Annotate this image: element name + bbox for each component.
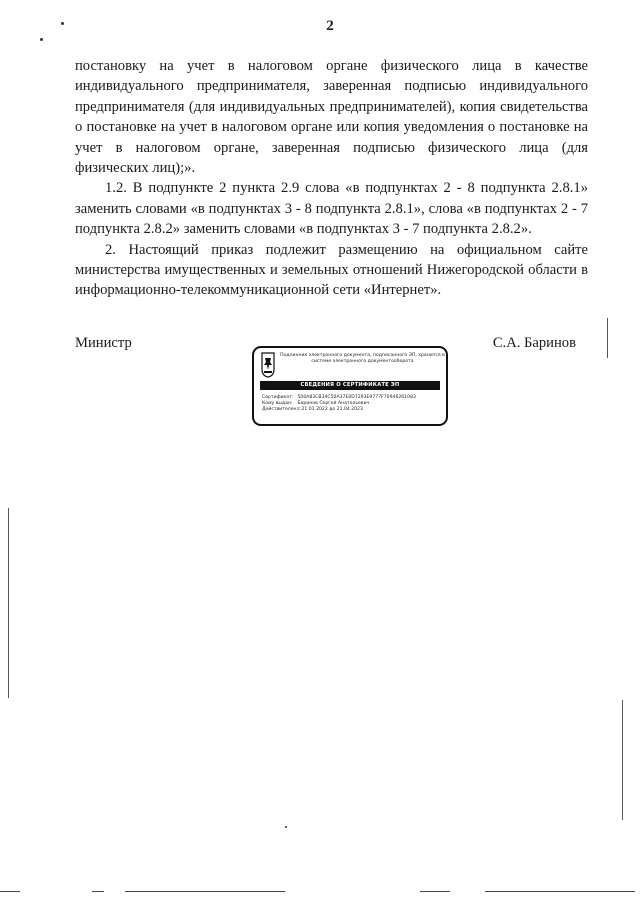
scan-edge-mark	[622, 700, 623, 820]
scan-speck	[40, 38, 43, 41]
scan-speck	[285, 826, 287, 828]
scan-speck	[61, 22, 64, 25]
validity-value: с 21.01.2022 до 21.04.2023	[297, 407, 363, 413]
certificate-details	[262, 395, 416, 414]
scan-bottom-mark	[92, 891, 104, 892]
page-number: 2	[326, 18, 334, 34]
paragraph-2: 2. Настоящий приказ подлежит размещению на официальном сайте министерства имущественных и земельных отношений Нижегородской области в информационно-телекоммуникационной сети «Интернет».	[75, 241, 588, 299]
issued-to-value: Баринов Сергей Анатольевич	[297, 401, 370, 407]
scan-bottom-mark	[485, 891, 635, 892]
paragraph-1-2: 1.2. В подпункте 2 пункта 2.9 слова «в подпунктах 2 - 8 подпункта 2.8.1» заменить словами «в подпунктах 3 - 8 подпункта 2.8.1», слова «в подпунктах 2 - 7 подпункта 2.8.2» заменить словами «в подпунктах 3 - 7 подпункта 2.8.2».	[75, 180, 588, 238]
stamp-title: СВЕДЕНИЯ О СЕРТИФИКАТЕ ЭП	[260, 381, 440, 390]
scan-bottom-mark	[0, 891, 20, 892]
stamp-header-text: Подлинник электронного документа, подписанного ЭП, хранится в системе электронного документооборота	[280, 353, 445, 364]
signatory-position: Министр	[75, 335, 132, 351]
signatory-name: С.А. Баринов	[492, 335, 576, 351]
certificate-label: Сертификат:	[262, 395, 294, 400]
issued-to-label: Кому выдан:	[262, 401, 293, 407]
scan-edge-mark	[607, 318, 608, 358]
coat-of-arms-icon	[261, 352, 275, 378]
scan-bottom-mark	[125, 891, 285, 892]
electronic-signature-stamp	[252, 346, 448, 426]
document-body	[75, 56, 588, 301]
validity-label: Действителен:	[262, 407, 299, 413]
validity-row	[262, 407, 416, 413]
scan-edge-mark	[8, 508, 9, 698]
scan-bottom-mark	[420, 891, 450, 892]
certificate-value: 500A83CB34C50A37E0D7293E9777F70946261083	[297, 395, 416, 400]
paragraph-continuation: постановку на учет в налоговом органе физического лица в качестве индивидуального предпринимателя, заверенная подписью индивидуального предпринимателя (для индивидуальных предпринимателей), копия свидетельства о постановке на учет в налоговом органе или копия уведомления о постановке на учет в налоговом органе, заверенная подписью физического лица (для физических лиц);».	[75, 58, 588, 177]
